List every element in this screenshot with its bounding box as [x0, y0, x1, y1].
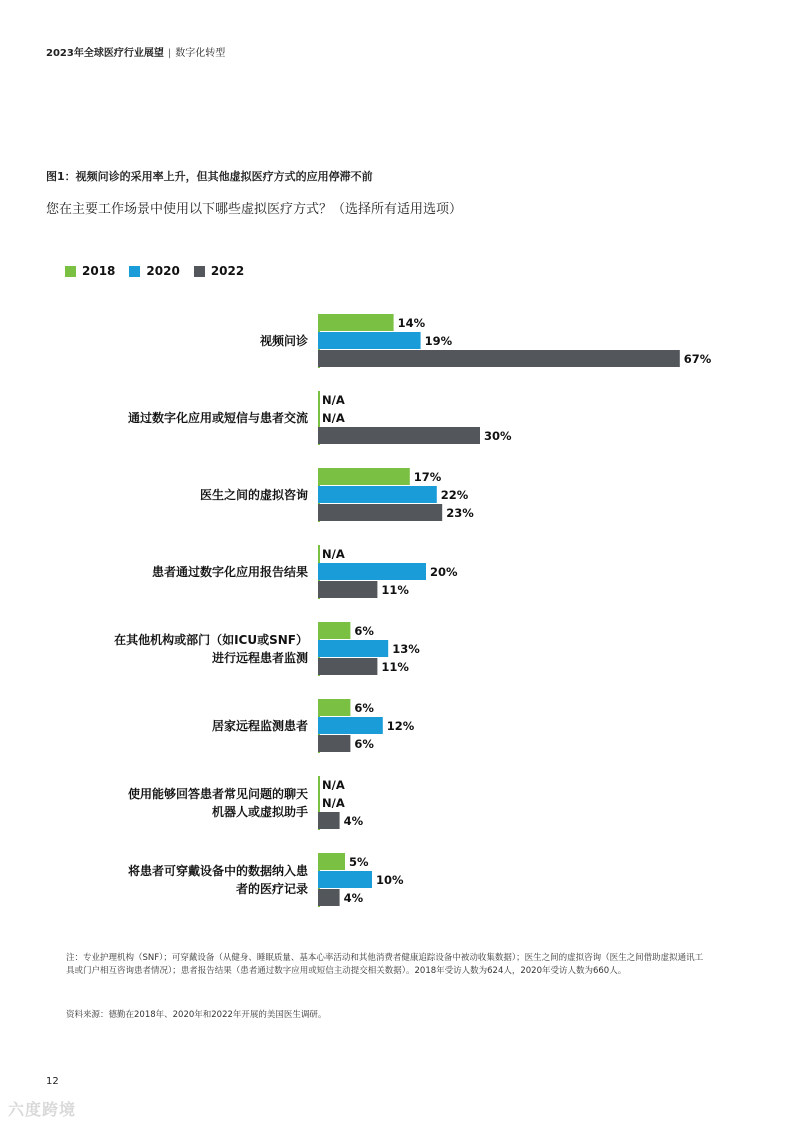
figure-subtitle: 您在主要工作场景中使用以下哪些虚拟医疗方式？（选择所有适用选项） [46, 202, 463, 217]
value-label: N/A [322, 796, 345, 810]
bar-2020 [318, 486, 437, 503]
bar-2020 [318, 640, 388, 657]
bar-2022 [318, 658, 377, 675]
value-label: 6% [354, 737, 374, 751]
value-label: N/A [322, 411, 345, 425]
category-label: 在其他机构或部门（如ICU或SNF） [114, 633, 308, 647]
value-label: 5% [349, 855, 369, 869]
bar-chart [0, 300, 793, 920]
value-label: 13% [392, 642, 420, 656]
value-label: 11% [381, 660, 409, 674]
value-label: N/A [322, 778, 345, 792]
chart-legend [65, 264, 244, 278]
bar-2022 [318, 735, 350, 752]
bar-2020 [318, 871, 372, 888]
bar-2022 [318, 889, 340, 906]
value-label: 22% [440, 488, 469, 502]
bar-2022 [318, 581, 377, 598]
header-separator: | [167, 48, 172, 59]
bar-2018 [318, 468, 410, 485]
bar-2020 [318, 717, 383, 734]
bar-2018 [318, 853, 345, 870]
bar-2018 [318, 622, 350, 639]
value-label: 19% [424, 334, 453, 348]
category-label: 医生之间的虚拟咨询 [199, 488, 308, 502]
category-label: 机器人或虚拟助手 [211, 805, 308, 819]
bar-2020 [318, 332, 421, 349]
category-label: 进行远程患者监测 [211, 651, 308, 665]
figure-title: 图1：视频问诊的采用率上升，但其他虚拟医疗方式的应用停滞不前 [46, 170, 373, 183]
value-label: 6% [354, 624, 374, 638]
section-title: 数字化转型 [175, 48, 226, 59]
legend-swatch-2018 [65, 266, 76, 277]
report-title: 2023年全球医疗行业展望 [46, 48, 164, 59]
value-label: 14% [397, 316, 426, 330]
legend-item-2018 [65, 264, 115, 278]
page-number: 12 [46, 1076, 59, 1087]
bar-2018 [318, 314, 394, 331]
value-label: 4% [343, 814, 364, 828]
bar-2022 [318, 504, 442, 521]
legend-swatch-2022 [194, 266, 205, 277]
legend-item-2020 [129, 264, 179, 278]
page-header [46, 44, 225, 59]
value-label: 12% [386, 719, 415, 733]
category-label: 通过数字化应用或短信与患者交流 [127, 411, 308, 425]
legend-item-2022 [194, 264, 244, 278]
legend-label-2020: 2020 [146, 264, 180, 278]
value-label: N/A [322, 393, 345, 407]
category-label: 使用能够回答患者常见问题的聊天 [127, 787, 308, 801]
bar-2022 [318, 427, 480, 444]
footnote: 注：专业护理机构（SNF）；可穿戴设备（从健身、睡眠质量、基本心率活动和其他消费者健康追踪设备中被动收集数据）；医生之间的虚拟咨询（医生之间借助虚拟通讯工具或门户相互咨询患者情况）；患者报告结果（患者通过数字应用或短信主动提交相关数据）。2018年受访人数为624人，2020年受访人数为660人。 [66, 953, 704, 976]
value-label: 4% [343, 891, 364, 905]
bar-2022 [318, 812, 340, 829]
bar-2020 [318, 563, 426, 580]
watermark: 六度跨境 [8, 1100, 77, 1119]
category-label: 将患者可穿戴设备中的数据纳入患 [127, 864, 308, 878]
legend-label-2018: 2018 [82, 264, 116, 278]
value-label: 23% [446, 506, 474, 520]
category-label: 患者通过数字化应用报告结果 [151, 565, 308, 579]
bar-2018 [318, 699, 350, 716]
legend-label-2022: 2022 [210, 264, 245, 278]
value-label: 67% [683, 352, 712, 366]
category-label: 视频问诊 [259, 334, 308, 348]
value-label: 30% [484, 429, 512, 443]
category-label: 居家远程监测患者 [211, 719, 308, 733]
legend-swatch-2020 [129, 266, 140, 277]
value-label: 6% [354, 701, 374, 715]
value-label: 20% [430, 565, 458, 579]
category-label: 者的医疗记录 [235, 882, 308, 896]
source-note: 资料来源：德勤在2018年、2020年和2022年开展的美国医生调研。 [66, 1010, 327, 1020]
value-label: 11% [381, 583, 409, 597]
value-label: 10% [376, 873, 404, 887]
value-label: 17% [413, 470, 442, 484]
value-label: N/A [322, 547, 345, 561]
bar-2022 [318, 350, 680, 367]
